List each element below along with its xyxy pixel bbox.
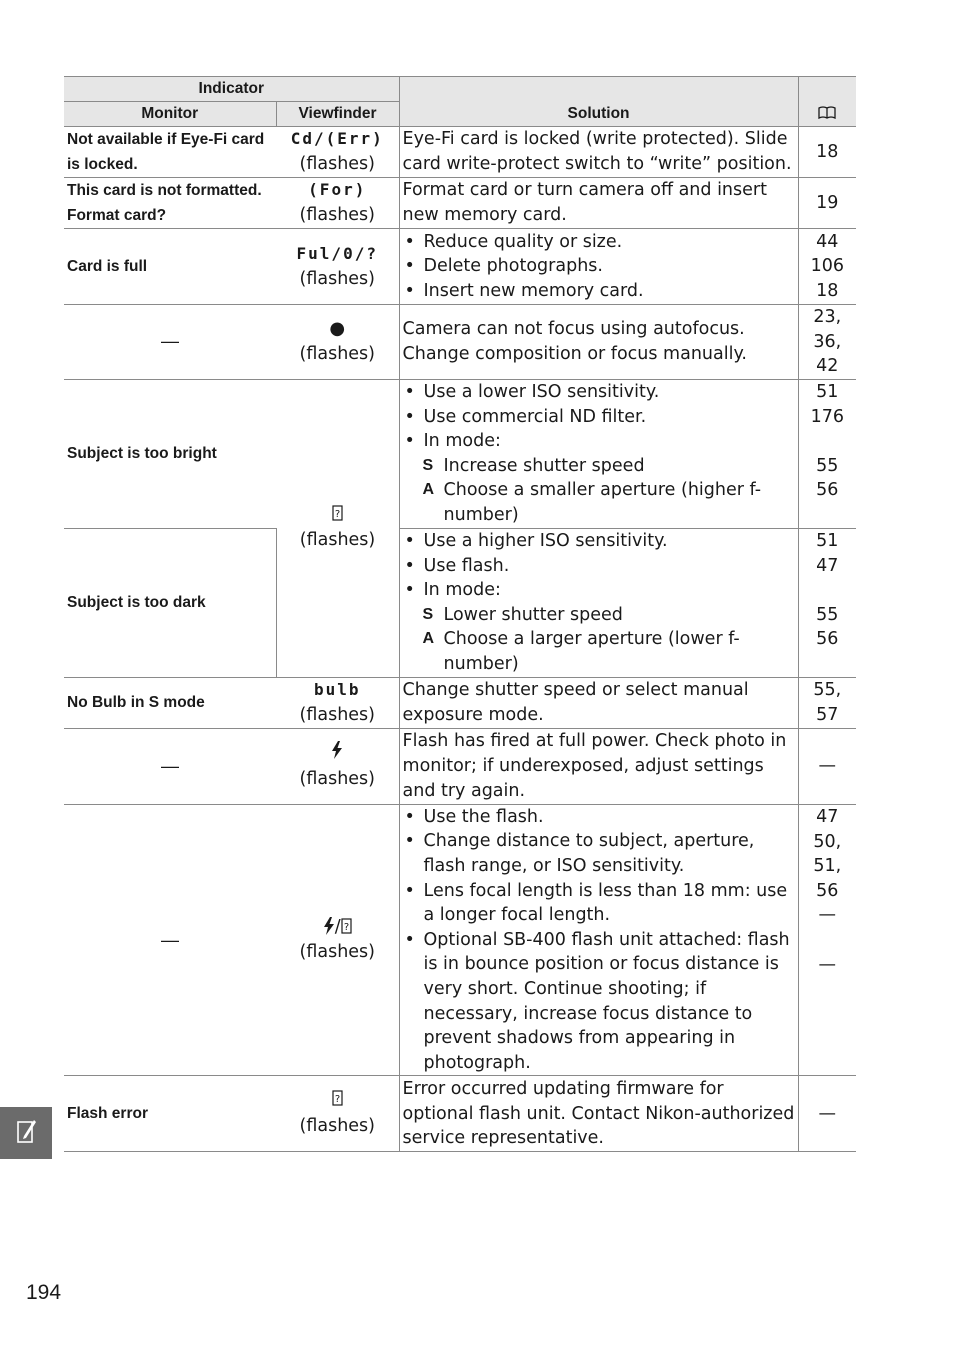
viewfinder-header: Viewfinder	[276, 102, 399, 127]
mode-text: Choose a larger aperture (lower f-number)	[443, 629, 740, 674]
focus-dot-icon: ●	[329, 318, 346, 340]
flashes-note: (flashes)	[299, 768, 375, 789]
page-ref: —	[798, 1076, 856, 1152]
solution-cell: Change shutter speed or select manual exposure mode.	[399, 677, 798, 728]
lcd-symbol: (For)	[308, 180, 367, 200]
monitor-message: This card is not formatted. Format card?	[64, 178, 276, 229]
table-row	[64, 728, 856, 804]
page-ref-line	[802, 928, 854, 953]
page-ref-line	[802, 429, 854, 454]
page-ref-line: 51	[816, 531, 839, 551]
viewfinder-indicator	[276, 178, 399, 229]
solution-cell	[399, 804, 798, 1076]
table-row	[64, 677, 856, 728]
bullet-item: • Use a higher ISO sensitivity.	[403, 529, 795, 554]
flashes-note: (flashes)	[299, 942, 375, 963]
page-ref-header	[798, 77, 856, 127]
lcd-symbol: Ful/0/?	[296, 243, 378, 263]
monitor-message: Subject is too dark	[64, 528, 276, 677]
bullet-item: • Use the flash.	[403, 805, 795, 830]
solution-cell	[399, 379, 798, 528]
flashes-note: (flashes)	[299, 704, 375, 725]
bullet-item: • Use a lower ISO sensitivity.	[403, 380, 795, 405]
table-row	[64, 178, 856, 229]
page-ref-line: 36, 42	[813, 331, 842, 377]
warning-icon	[279, 1089, 396, 1114]
bullet-item: • Reduce quality or size.	[403, 230, 795, 255]
exposure-warning-icon	[280, 504, 396, 529]
solution-line: Change composition or focus manually.	[402, 343, 747, 364]
mode-item	[403, 454, 795, 479]
page-ref-line: 23,	[813, 307, 842, 327]
bullet-item: • In mode:	[403, 429, 795, 454]
monitor-message: Card is full	[64, 229, 276, 305]
mode-item	[403, 603, 795, 628]
page-ref-line: —	[818, 954, 837, 975]
page-ref-line: 47	[816, 806, 839, 827]
viewfinder-indicator	[276, 677, 399, 728]
monitor-message: Flash error	[64, 1076, 276, 1152]
indicator-header: Indicator	[64, 77, 399, 102]
viewfinder-indicator	[276, 1076, 399, 1152]
table-row	[64, 229, 856, 305]
solution-cell: Flash has fired at full power. Check photo in monitor; if underexposed, adjust settings and try again.	[399, 728, 798, 804]
mode-text: Lower shutter speed	[443, 604, 623, 625]
bullet-item: • Delete photographs.	[403, 254, 795, 279]
monitor-message: Not available if Eye-Fi card is locked.	[64, 127, 276, 178]
solution-cell	[399, 229, 798, 305]
page-number: 194	[26, 1281, 62, 1304]
viewfinder-indicator	[276, 305, 399, 380]
monitor-header: Monitor	[64, 102, 276, 127]
page-ref-line: 51	[816, 382, 839, 402]
flashes-note: (flashes)	[299, 154, 375, 174]
monitor-message: Subject is too bright	[64, 379, 276, 528]
page-ref-line: 18	[816, 280, 839, 301]
monitor-message: —	[64, 728, 276, 804]
lcd-symbol: Cd/(Err)	[290, 129, 384, 149]
page-ref: 19	[798, 178, 856, 229]
page-ref-line: —	[818, 905, 837, 926]
mode-mark: S	[422, 605, 434, 623]
solution-cell: Format card or turn camera off and insert new memory card.	[399, 178, 798, 229]
page-ref-line: 50,	[813, 831, 842, 852]
page-ref	[798, 379, 856, 528]
monitor-message: —	[64, 305, 276, 380]
page-ref-line: 176	[810, 406, 844, 427]
page-ref-line: 106	[810, 256, 844, 277]
table-row	[64, 127, 856, 178]
bullet-item: • Optional SB-400 flash unit attached: flash is in bounce position or focus distance is very short. Continue shooting; if necessary, increase focus distance to prevent shadows from appearing in photograph.	[403, 928, 795, 1076]
page-ref: 18	[798, 127, 856, 178]
mode-mark: S	[422, 456, 434, 474]
flash-icon	[279, 741, 396, 767]
page-ref: —	[798, 728, 856, 804]
flashes-note: (flashes)	[299, 343, 375, 364]
viewfinder-indicator	[276, 229, 399, 305]
bullet-item: • Use flash.	[403, 554, 795, 579]
monitor-message: No Bulb in S mode	[64, 677, 276, 728]
svg-text:?: ?	[343, 922, 349, 934]
solution-cell	[399, 305, 798, 380]
lcd-symbol: bulb	[313, 680, 361, 700]
page-ref-line: 55	[816, 455, 839, 476]
page-ref-line: 55	[816, 604, 839, 625]
page-ref-line: 51, 56	[813, 856, 842, 901]
viewfinder-indicator	[276, 804, 399, 1076]
table-row	[64, 528, 856, 677]
table-row	[64, 379, 856, 528]
bullet-item: • In mode:	[403, 578, 795, 603]
bullet-item: • Use commercial ND filter.	[403, 405, 795, 430]
flashes-note: (flashes)	[299, 268, 375, 289]
solution-cell: Error occurred updating firmware for optional flash unit. Contact Nikon-authorized service representative.	[399, 1076, 798, 1152]
page-ref	[798, 528, 856, 677]
solution-header: Solution	[399, 77, 798, 127]
page-ref	[798, 804, 856, 1076]
page-ref-line: 56	[816, 480, 839, 501]
page-ref-line: 56	[816, 629, 839, 650]
bullet-item: • Change distance to subject, aperture, flash range, or ISO sensitivity.	[403, 829, 795, 878]
svg-text:?: ?	[334, 1094, 340, 1106]
solution-cell	[399, 528, 798, 677]
flashes-note: (flashes)	[299, 530, 376, 551]
flashes-note: (flashes)	[299, 205, 375, 225]
flash-warning-icon: / ?	[279, 915, 396, 940]
flashes-note: (flashes)	[299, 1115, 375, 1136]
mode-mark: A	[422, 481, 435, 499]
mode-item	[403, 627, 795, 676]
viewfinder-indicator	[276, 379, 399, 677]
page-ref: 55, 57	[798, 677, 856, 728]
mode-text: Increase shutter speed	[443, 455, 645, 476]
pencil-note-icon	[17, 1119, 37, 1145]
solution-cell: Eye-Fi card is locked (write protected). Slide card write-protect switch to “write” position.	[399, 127, 798, 178]
book-icon	[818, 106, 836, 119]
bullet-item: • Lens focal length is less than 18 mm: use a longer focal length.	[403, 879, 795, 928]
page-ref	[798, 229, 856, 305]
bullet-item: • Insert new memory card.	[403, 279, 795, 304]
mode-text: Choose a smaller aperture (higher f-number)	[443, 480, 762, 525]
error-message-table	[64, 76, 856, 1152]
page-ref-line	[802, 578, 854, 603]
table-row	[64, 1076, 856, 1152]
svg-text:?: ?	[334, 508, 341, 520]
table-row	[64, 804, 856, 1076]
section-tab	[0, 1107, 52, 1159]
page-ref-line: 47	[816, 555, 839, 576]
viewfinder-indicator	[276, 127, 399, 178]
table-row	[64, 305, 856, 380]
page-ref-line: 44	[816, 231, 839, 252]
page-ref	[798, 305, 856, 380]
monitor-message: —	[64, 804, 276, 1076]
mode-item	[403, 478, 795, 527]
solution-line: Camera can not focus using autofocus.	[402, 319, 745, 340]
viewfinder-indicator	[276, 728, 399, 804]
mode-mark: A	[422, 630, 435, 648]
